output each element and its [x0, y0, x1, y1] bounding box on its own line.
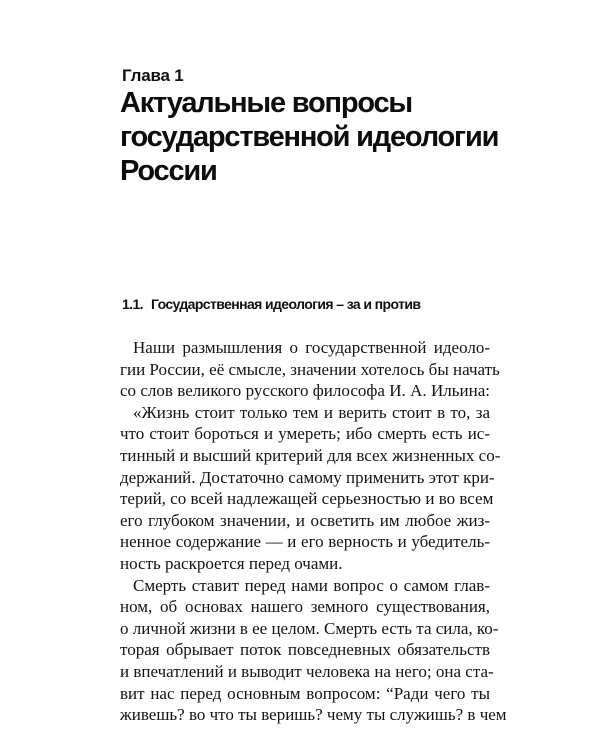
text-line: живешь? во что ты веришь? чему ты служишь? в чем — [120, 705, 507, 725]
chapter-title — [120, 86, 498, 188]
text-line: ненное содержание — и его верность и убедитель- — [120, 532, 490, 552]
text-line: тинный и высший критерий для всех жизненных со- — [120, 445, 501, 465]
text-line: Смерть ставит перед нами вопрос о самом глав- — [133, 575, 490, 595]
text-line: Наши размышления о государственной идеоло- — [133, 338, 490, 357]
text-line: терий, со всей надлежащей серьезностью и во всем — [120, 489, 494, 509]
text-line: торая обрывает поток повседневных обязательств — [120, 640, 490, 660]
chapter-title-line: Актуальные вопросы — [120, 87, 412, 119]
text-line: со слов великого русского философа И. А. Ильина: — [120, 381, 490, 401]
section-heading — [122, 296, 420, 312]
text-line: ность раскроется перед очами. — [120, 553, 343, 573]
chapter-label: Глава 1 — [122, 66, 184, 85]
chapter-title-line: государственной идеологии — [120, 121, 499, 153]
text-line: держаний. Достаточно самому применить этот кри- — [120, 467, 495, 487]
text-line: что стоит бороться и умереть; ибо смерть есть ис- — [120, 424, 490, 444]
text-line: и впечатлений и выводит человека на него; она ста- — [120, 661, 494, 681]
chapter-title-line: России — [120, 155, 217, 187]
section-title: Государственная идеология – за и против — [150, 296, 421, 312]
text-line: «Жизнь стоит только тем и верить стоит в то, за — [133, 402, 490, 422]
text-line: гии России, её смысле, значении хотелось бы начать — [120, 359, 500, 379]
text-line: его глубоком значении, и осветить им любое жиз- — [120, 510, 490, 530]
text-line: о личной жизни в ее целом. Смерть есть та сила, ко- — [120, 618, 499, 638]
section-number: 1.1. — [122, 296, 143, 312]
text-line: вит нас перед основным вопросом: “Ради чего ты — [120, 683, 490, 703]
body-text — [120, 337, 507, 726]
text-line: ном, об основах нашего земного существования, — [120, 597, 490, 617]
